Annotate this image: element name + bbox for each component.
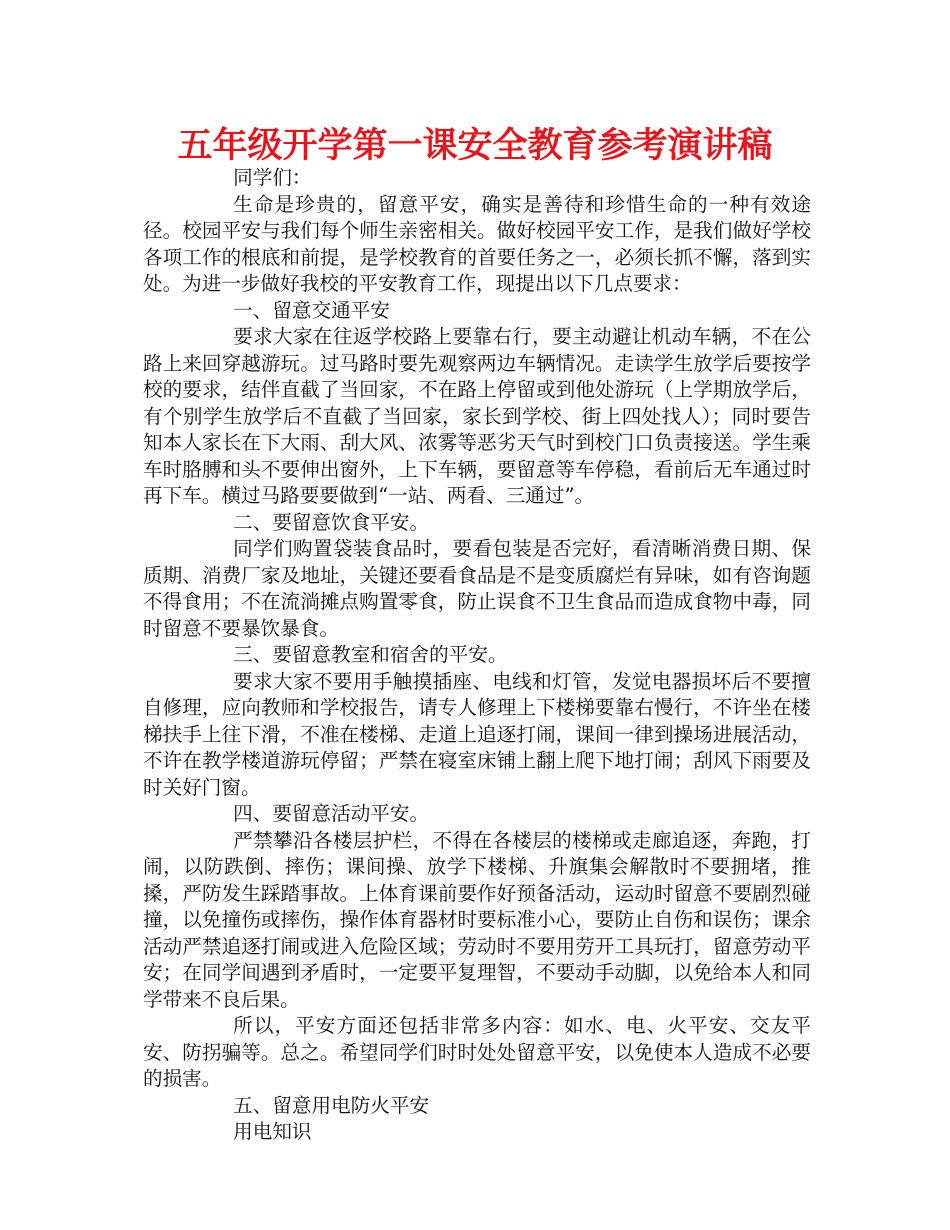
summary-paragraph: 所以，平安方面还包括非常多内容：如水、电、火平安、交友平安、防拐骗等。总之。希望同学们时时处处留意平安，以免使本人造成不必要的损害。 — [143, 1014, 811, 1090]
section-heading-activity: 四、要留意活动平安。 — [233, 802, 430, 825]
intro-paragraph: 生命是珍贵的，留意平安，确实是善待和珍惜生命的一种有效途径。校园平安与我们每个师生亲密相关。做好校园平安工作，是我们做好学校各项工作的根底和前提，是学校教育的首要任务之一，必须长抓不懈，落到实处。为进一步做好我校的平安教育工作，现提出以下几点要求： — [143, 192, 811, 295]
document-body — [143, 165, 811, 1146]
section-heading-traffic: 一、留意交通平安 — [233, 298, 390, 322]
activity-paragraph: 严禁攀沿各楼层护栏，不得在各楼层的楼梯或走廊追逐，奔跑，打闹，以防跌倒、摔伤；课间操、放学下楼梯、升旗集会解散时不要拥堵，推搡，严防发生踩踏事故。上体育课前要作好预备活动，运动时留意不要剧烈碰撞，以免撞伤或摔伤，操作体育器材时要标准小心，要防止自伤和误伤；课余活动严禁追逐打闹或进入危险区域；劳动时不要用劳开工具玩打，留意劳动平安；在同学间遇到矛盾时，一定要平复理智，不要动手动脚，以免给本人和同学带来不良后果。 — [143, 828, 811, 1011]
section-heading-electric-fire: 五、留意用电防火平安 — [233, 1093, 430, 1117]
electric-knowledge-label: 用电知识 — [233, 1120, 312, 1143]
traffic-paragraph: 要求大家在往返学校路上要靠右行，要主动避让机动车辆，不在公路上来回穿越游玩。过马路时要先观察两边车辆情况。走读学生放学后要按学校的要求，结伴直截了当回家，不在路上停留或到他处游玩（上学期放学后，有个别学生放学后不直截了当回家，家长到学校、街上四处找人）；同时要告知本人家长在下大雨、刮大风、浓雾等恶劣天气时到校门口负责接送。学生乘车时胳膊和头不要伸出窗外，上下车辆，要留意等车停稳，看前后无车通过时再下车。横过马路要要做到“一站、两看、三通过”。 — [143, 325, 811, 507]
greeting: 同学们： — [233, 166, 312, 189]
food-paragraph: 同学们购置袋装食品时，要看包装是否完好，看清晰消费日期、保质期、消费厂家及地址，关键还要看食品是不是变质腐烂有异味，如有咨询题不得食用；不在流淌摊点购置零食，防止误食不卫生食品而造成食物中毒，同时留意不要暴饮暴食。 — [143, 537, 811, 640]
classroom-paragraph: 要求大家不要用手触摸插座、电线和灯管，发觉电器损坏后不要擅自修理，应向教师和学校报告，请专人修理上下楼梯要靠右慢行，不许坐在楼梯扶手上往下滑，不准在楼梯、走道上追逐打闹，课间一律到操场进展活动，不许在教学楼道游玩停留；严禁在寝室床铺上翻上爬下地打闹；刮风下雨要及时关好门窗。 — [143, 669, 811, 799]
section-heading-food: 二、要留意饮食平安。 — [233, 510, 430, 534]
document-title: 五年级开学第一课安全教育参考演讲稿 — [177, 126, 773, 166]
section-heading-classroom: 三、要留意教室和宿舍的平安。 — [233, 643, 508, 666]
